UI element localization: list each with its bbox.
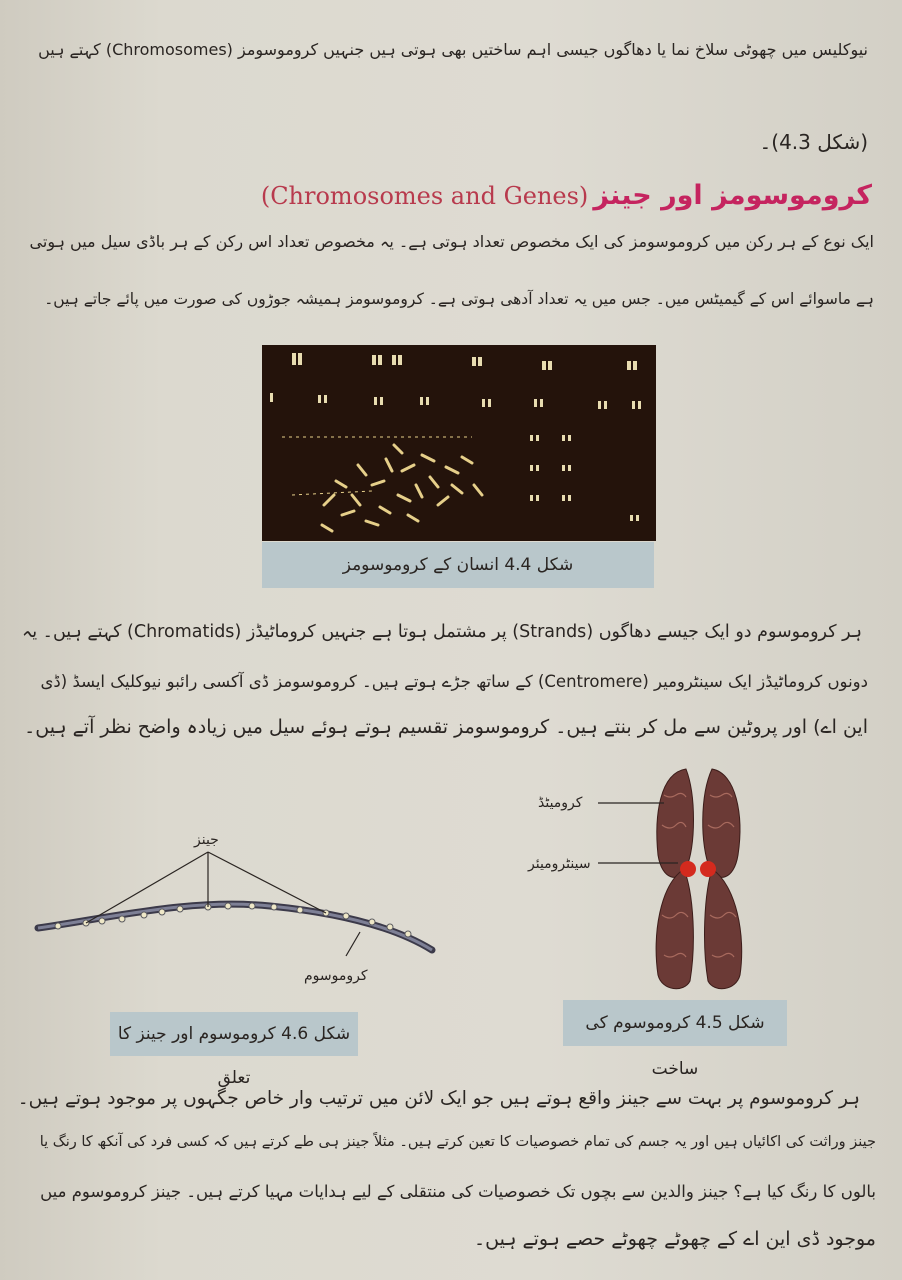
- chromatid-label: کرومیٹڈ: [538, 795, 583, 811]
- karyotype-image: [262, 345, 656, 541]
- intro-line-2: (شکل 4.3)۔: [759, 130, 868, 154]
- para3-line-2: جینز وراثت کی اکائیاں ہیں اور یہ جسم کی تمام خصوصیات کا تعین کرتے ہیں۔ مثلاً جینز ہی طے کرتے ہیں کہ کسی فرد کی آنکھ کا رنگ یا: [39, 1134, 876, 1150]
- para2-line-3: این اے) اور پروٹین سے مل کر بنتے ہیں۔ کروموسومز تقسیم ہوتے ہوئے سیل میں زیادہ واضح نظر آتے ہیں۔: [24, 716, 868, 738]
- heading-english: (Chromosomes and Genes): [260, 182, 589, 210]
- human-chromosomes-photo: [262, 345, 656, 541]
- para3-line-3: بالوں کا رنگ کیا ہے؟ جینز والدین سے بچوں تک خصوصیات کی منتقلی کے لیے ہدایات مہیا کرتے ہیں۔ جینز کروموسوم میں: [40, 1182, 876, 1201]
- figure-4-5-caption: شکل 4.5 کروموسوم کی ساخت: [563, 1000, 787, 1046]
- para2-line-2: دونوں کروماٹیڈز ایک سینٹرومیر (Centromere) کے ساتھ جڑے ہوتے ہیں۔ کروموسومز ڈی آکسی رائبو نیوکلیک ایسڈ (ڈی: [40, 672, 868, 691]
- para3-line-1: ہر کروموسوم پر بہت سے جینز واقع ہوتے ہیں جو ایک لائن میں ترتیب وار خاص جگہوں پر موجود ہوتے ہیں۔: [17, 1088, 860, 1109]
- centromere-label: سینٹرومیئر: [528, 856, 591, 872]
- heading-urdu: کروموسومز اور جینز: [593, 180, 872, 211]
- genes-label: جینز: [194, 832, 219, 848]
- intro-line-1: نیوکلیس میں چھوٹی سلاخ نما یا دھاگوں جیسی اہم ساختیں بھی ہوتی ہیں جنہیں کروموسومز (Chromosomes) کہتے ہیں: [38, 40, 868, 59]
- chromosome-genes-diagram: [30, 828, 450, 978]
- figure-4-6-caption: شکل 4.6 کروموسوم اور جینز کا تعلق: [110, 1012, 358, 1056]
- para1-line-1: ایک نوع کے ہر رکن میں کروموسومز کی ایک مخصوص تعداد ہوتی ہے۔ یہ مخصوص تعداد اس رکن کے ہر باڈی سیل میں ہوتی: [29, 232, 874, 251]
- para2-line-1: ہر کروموسوم دو ایک جیسے دھاگوں (Strands) پر مشتمل ہوتا ہے جنہیں کروماٹیڈز (Chromatids) کہتے ہیں۔ یہ: [22, 622, 862, 642]
- chromosome-label: کروموسوم: [304, 968, 368, 984]
- para1-line-2: ہے ماسوائے اس کے گیمیٹس میں۔ جس میں یہ تعداد آدھی ہوتی ہے۔ کروموسومز ہمیشہ جوڑوں کی صورت میں پائے جاتے ہیں۔: [44, 290, 874, 308]
- label-pointer-lines: [598, 795, 678, 865]
- figure-4-4-caption: شکل 4.4 انسان کے کروموسومز: [262, 542, 654, 588]
- para3-line-4: موجود ڈی این اے کے چھوٹے چھوٹے حصے ہوتے ہیں۔: [474, 1228, 876, 1250]
- section-heading: [261, 180, 872, 211]
